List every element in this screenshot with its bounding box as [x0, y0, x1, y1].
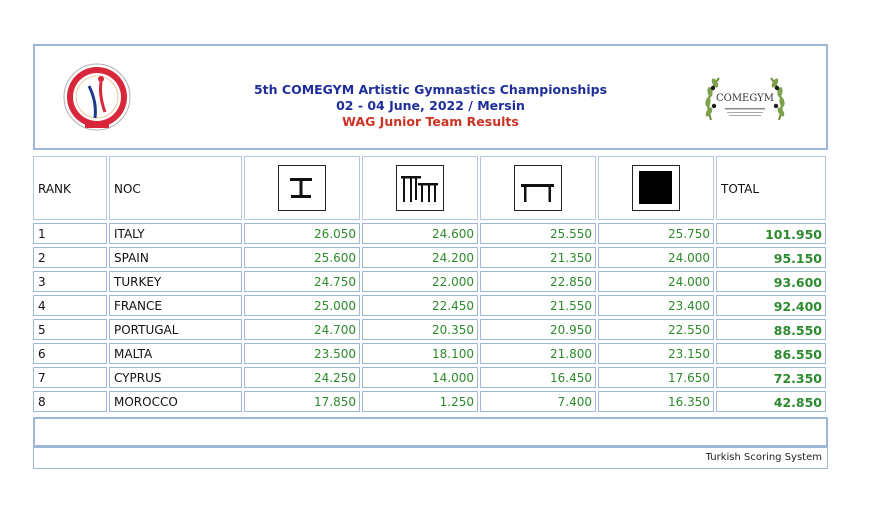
vault-score-cell: 24.600 — [362, 223, 478, 244]
vault-score-cell: 20.350 — [362, 319, 478, 340]
uneven-bars-score-cell: 24.250 — [244, 367, 360, 388]
scoring-system-label: Turkish Scoring System — [705, 452, 822, 463]
noc-cell: TURKEY — [109, 271, 242, 292]
balance-beam-score-cell: 21.350 — [480, 247, 596, 268]
col-noc-header: NOC — [109, 156, 242, 220]
blank-spacer-row — [33, 417, 828, 447]
balance-beam-score-cell: 16.450 — [480, 367, 596, 388]
uneven-bars-score-cell: 25.000 — [244, 295, 360, 316]
col-vault-header — [362, 156, 478, 220]
total-score-cell: 93.600 — [716, 271, 826, 292]
championship-title: 5th COMEGYM Artistic Gymnastics Championships — [253, 82, 608, 97]
comegym-logo-text: COMEGYM — [715, 93, 775, 104]
vault-score-cell: 1.250 — [362, 391, 478, 412]
rank-cell: 6 — [33, 343, 107, 364]
balance-beam-score-cell: 22.850 — [480, 271, 596, 292]
vault-score-cell: 18.100 — [362, 343, 478, 364]
balance-beam-score-cell: 20.950 — [480, 319, 596, 340]
rank-cell: 1 — [33, 223, 107, 244]
noc-cell: MOROCCO — [109, 391, 242, 412]
col-balance-beam-header — [480, 156, 596, 220]
vault-score-cell: 24.200 — [362, 247, 478, 268]
vault-score-cell: 14.000 — [362, 367, 478, 388]
noc-cell: ITALY — [109, 223, 242, 244]
results-heading: WAG Junior Team Results — [342, 114, 519, 129]
total-score-cell: 92.400 — [716, 295, 826, 316]
floor-score-cell: 24.000 — [598, 247, 714, 268]
uneven-bars-score-cell: 25.600 — [244, 247, 360, 268]
vault-table-icon — [396, 165, 444, 211]
uneven-bars-score-cell: 24.750 — [244, 271, 360, 292]
rank-cell: 2 — [33, 247, 107, 268]
floor-score-cell: 23.400 — [598, 295, 714, 316]
comegym-logo — [697, 68, 793, 138]
floor-score-cell: 25.750 — [598, 223, 714, 244]
col-total-header: TOTAL — [716, 156, 826, 220]
floor-score-cell: 24.000 — [598, 271, 714, 292]
total-score-cell: 95.150 — [716, 247, 826, 268]
rank-cell: 8 — [33, 391, 107, 412]
floor-score-cell: 17.650 — [598, 367, 714, 388]
balance-beam-score-cell: 7.400 — [480, 391, 596, 412]
event-dates: 02 - 04 June, 2022 / Mersin — [336, 98, 525, 113]
vault-score-cell: 22.000 — [362, 271, 478, 292]
total-score-cell: 42.850 — [716, 391, 826, 412]
col-uneven-bars-header — [244, 156, 360, 220]
noc-cell: CYPRUS — [109, 367, 242, 388]
total-score-cell: 86.550 — [716, 343, 826, 364]
noc-cell: PORTUGAL — [109, 319, 242, 340]
floor-score-cell: 16.350 — [598, 391, 714, 412]
vault-score-cell: 22.450 — [362, 295, 478, 316]
floor-score-cell: 22.550 — [598, 319, 714, 340]
balance-beam-icon — [514, 165, 562, 211]
uneven-bars-icon — [278, 165, 326, 211]
uneven-bars-score-cell: 24.700 — [244, 319, 360, 340]
rank-cell: 7 — [33, 367, 107, 388]
uneven-bars-score-cell: 26.050 — [244, 223, 360, 244]
floor-icon — [632, 165, 680, 211]
rank-cell: 5 — [33, 319, 107, 340]
col-rank-header: RANK — [33, 156, 107, 220]
total-score-cell: 72.350 — [716, 367, 826, 388]
header-panel — [33, 44, 828, 150]
balance-beam-score-cell: 21.800 — [480, 343, 596, 364]
noc-cell: FRANCE — [109, 295, 242, 316]
uneven-bars-score-cell: 23.500 — [244, 343, 360, 364]
noc-cell: MALTA — [109, 343, 242, 364]
total-score-cell: 88.550 — [716, 319, 826, 340]
footer-bar — [33, 447, 828, 469]
rank-cell: 4 — [33, 295, 107, 316]
floor-score-cell: 23.150 — [598, 343, 714, 364]
col-floor-header — [598, 156, 714, 220]
rank-cell: 3 — [33, 271, 107, 292]
noc-cell: SPAIN — [109, 247, 242, 268]
total-score-cell: 101.950 — [716, 223, 826, 244]
balance-beam-score-cell: 21.550 — [480, 295, 596, 316]
balance-beam-score-cell: 25.550 — [480, 223, 596, 244]
uneven-bars-score-cell: 17.850 — [244, 391, 360, 412]
